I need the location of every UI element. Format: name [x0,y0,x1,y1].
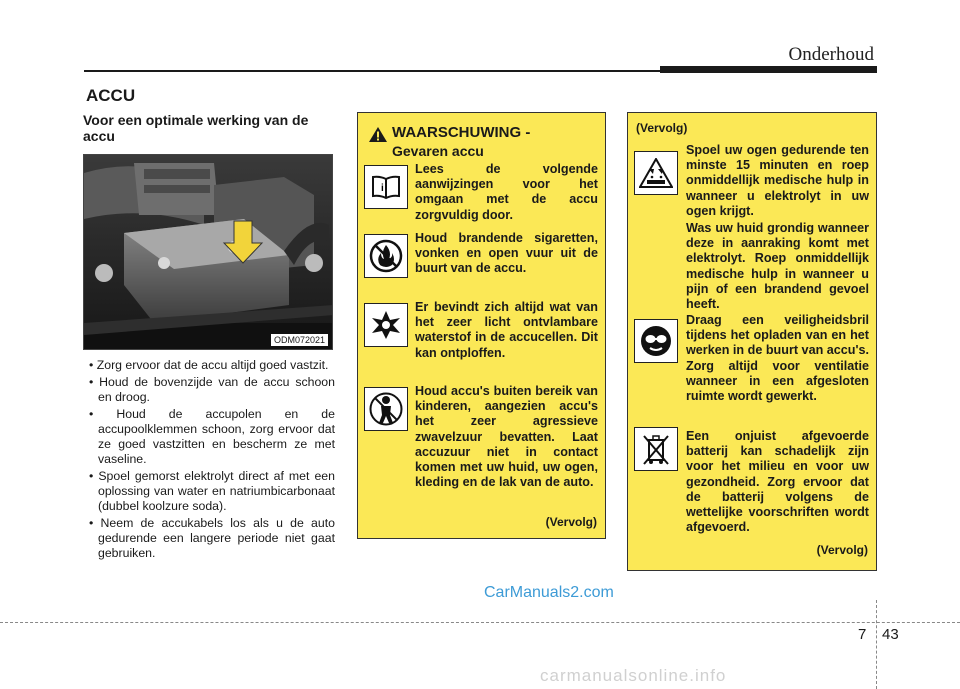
warning-subtitle: Gevaren accu [392,143,484,159]
header-rule [84,70,660,72]
list-item: • Houd de bovenzijde van de accu schoon en droog. [83,375,335,405]
watermark-link[interactable]: CarManuals2.com [484,584,614,601]
engine-bay-photo [83,154,333,350]
explosion-icon [364,303,408,347]
section-title: ACCU [86,86,136,105]
warning-text: Spoel uw ogen gedurende ten minste 15 minuten en roep onmiddellijk medische hulp in wanneer u elektrolyt in uw ogen krijgt. [686,143,869,218]
warning-text: Een onjuist afgevoerde batterij kan schadelijk zijn voor het milieu en voor uw gezondheid. Zorg ervoor dat de batterij volgens de wettelijke voorschriften wordt afgevoerd. [686,429,869,535]
subheading: Voor een optimale werking van de accu [83,112,309,144]
warning-text: Was uw huid grondig wanneer deze in aanraking komt met elektrolyt. Roep onmiddellijk medische hulp in wanneer u pijn of een brandend gevoel heeft. [686,221,869,312]
maintenance-bullets [83,358,335,561]
header-rule-accent [660,66,877,73]
safety-goggles-icon [634,319,678,363]
image-code: ODM072021 [271,334,328,346]
manual-book-icon [364,165,408,209]
continued-header: (Vervolg) [636,121,688,135]
header-title: Onderhoud [788,44,874,65]
list-item: • Spoel gemorst elektrolyt direct af met een oplossing van water en natriumbicarbonaat (dubbel koolzure soda). [83,469,335,514]
list-item: • Neem de accukabels los als u de auto gedurende een langere periode niet gaat gebruiken. [83,516,335,561]
continued-label: (Vervolg) [816,543,868,557]
warning-text: Houd brandende sigaretten, vonken en open vuur uit de buurt van de accu. [415,231,598,276]
warning-box-continued [627,112,877,571]
warning-text: Draag een veiligheidsbril tijdens het opladen van en het werken in de buurt van accu's. Zorg altijd voor ventilatie wanneer in een afgesloten ruimte wordt gewerkt. [686,313,869,404]
warning-text: Lees de volgende aanwijzingen voor het omgaan met de accu zorgvuldig door. [415,162,598,222]
footer-divider [876,600,877,689]
list-item: • Zorg ervoor dat de accu altijd goed vastzit. [83,358,335,373]
svg-text:i: i [381,183,384,194]
corrosive-icon [634,151,678,195]
page-chapter: 7 [858,626,867,643]
no-fire-icon [364,234,408,278]
page-number: 43 [882,626,899,643]
continued-label: (Vervolg) [545,515,597,529]
column-maintenance [83,112,335,563]
site-watermark: carmanualsonline.info [540,666,727,685]
warning-text: Er bevindt zich altijd wat van het zeer licht ontvlambare waterstof in de accucellen. Dit kan ontploffen. [415,300,598,360]
warning-box-battery-hazards [357,112,606,539]
list-item: • Houd de accupolen en de accupoolklemmen schoon, zorg ervoor dat ze goed vastzitten en bescherm ze met vaseline. [83,407,335,467]
warning-text: Houd accu's buiten bereik van kinderen, aangezien accu's het zeer agressieve zwavelzuur bevatten. Laat accuzuur niet in contact komen met uw huid, uw ogen, kleding en de lak van de auto. [415,384,598,490]
warning-title: WAARSCHUWING - [392,124,531,141]
footer-rule [0,622,960,623]
no-trash-bin-icon [634,427,678,471]
keep-away-children-icon [364,387,408,431]
warning-triangle-icon [368,126,388,143]
